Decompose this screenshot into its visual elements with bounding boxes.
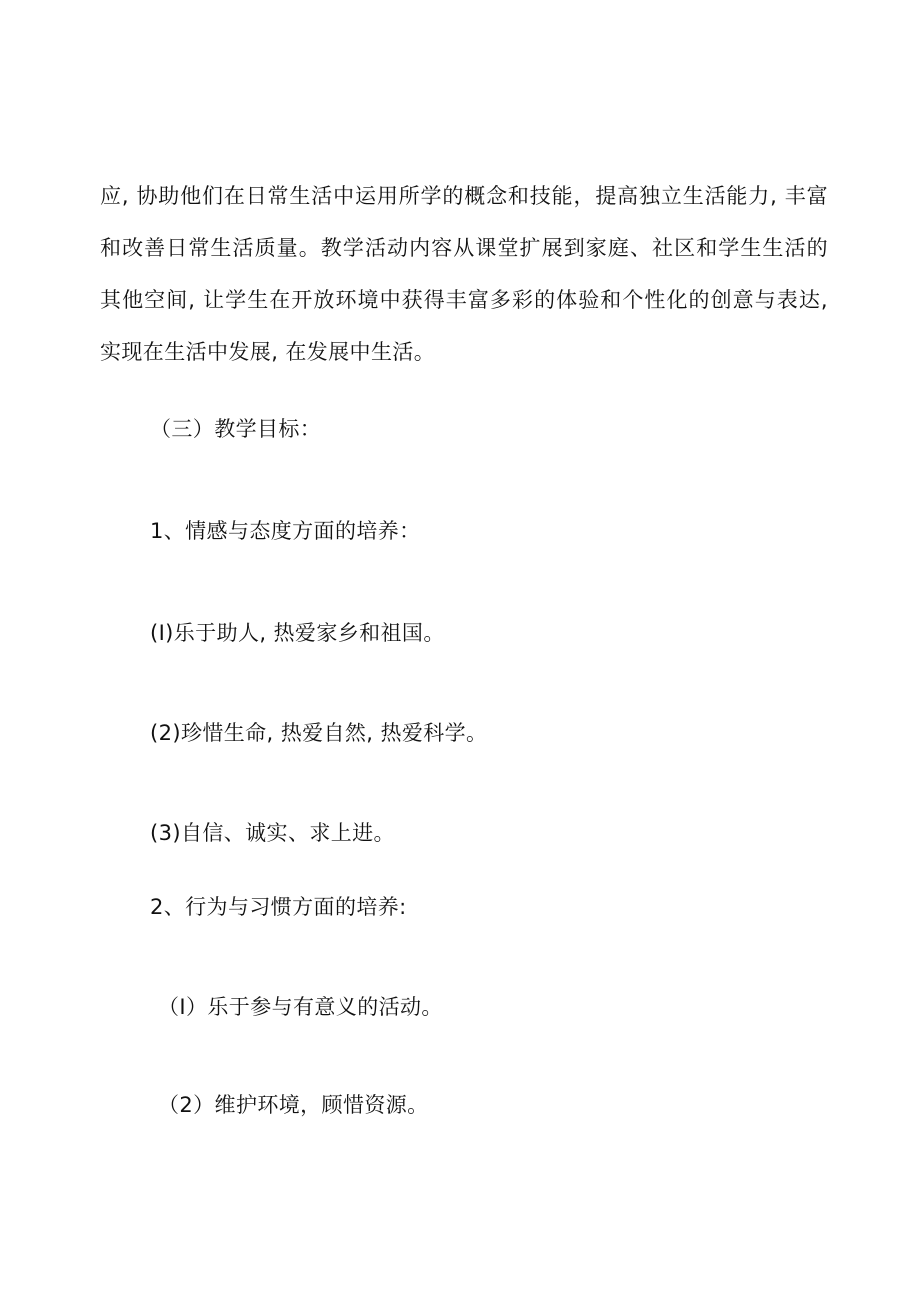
goal-1-item: (I)乐于助人, 热爱家乡和祖国。 <box>150 621 445 645</box>
paragraph-line: 和改善日常生活质量。教学活动内容从课堂扩展到家庭、社区和学生生活的 <box>100 236 828 260</box>
intro-paragraph <box>100 170 828 378</box>
section-heading: （三）教学目标： <box>150 417 322 441</box>
goal-2-item: （I）乐于参与有意义的活动。 <box>158 995 443 1019</box>
goal-1-heading: 1、情感与态度方面的培养： <box>150 519 421 543</box>
paragraph-line: 实现在生活中发展, 在发展中生活。 <box>100 340 436 364</box>
paragraph-line: 其他空间, 让学生在开放环境中获得丰富多彩的体验和个性化的创意与表达, <box>100 288 828 312</box>
goal-1-item: (2)珍惜生命, 热爱自然, 热爱科学。 <box>150 721 488 745</box>
paragraph-line: 应, 协助他们在日常生活中运用所学的概念和技能，提高独立生活能力, 丰富 <box>100 184 828 208</box>
goal-1-item: (3)自信、诚实、求上进。 <box>150 821 395 845</box>
goal-2-heading: 2、行为与习惯方面的培养: <box>150 895 407 919</box>
goal-2-item: （2）维护环境，顾惜资源。 <box>158 1093 429 1117</box>
